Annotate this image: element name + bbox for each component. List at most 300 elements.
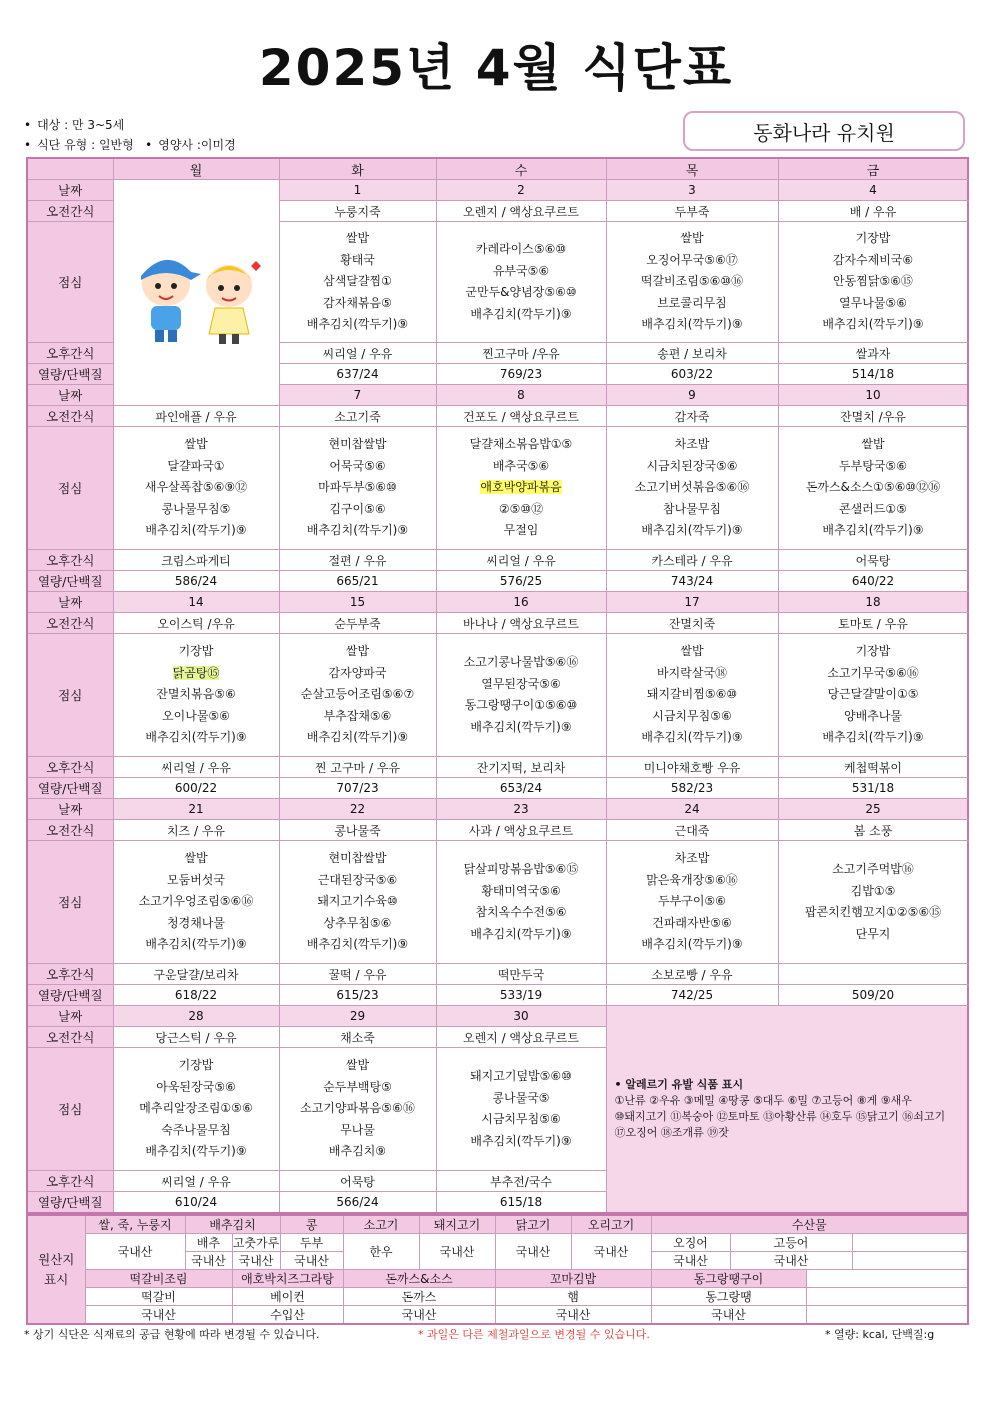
lunch-item: 쌀밥 [680,231,704,246]
lunch-item: 감자채볶음⑤ [323,295,392,310]
lunch-item: 단무지 [855,926,891,941]
lunch-item: 메추리알장조림①⑤⑥ [139,1101,253,1116]
lunch-item: 어묵국⑤⑥ [329,458,386,473]
row-label-am-snack: 오전간식 [27,201,113,222]
lunch-item: 배추국⑤⑥ [492,458,550,473]
am-snack-cell: 순두부죽 [279,613,436,634]
lunch-item: 배추김치(깍두기)⑨ [145,523,247,538]
lunch-cell [436,1048,606,1171]
origin-processed-r4: 돈까스 [343,1288,495,1306]
lunch-cell [778,841,968,964]
am-snack-cell: 당근스틱 / 우유 [113,1027,279,1048]
origin-beef-head: 소고기 [343,1215,419,1234]
lunch-item: 배추김치(깍두기)⑨ [470,926,572,941]
origin-mackerel-value: 국내산 [730,1252,852,1270]
lunch-cell [113,427,279,550]
row-label-kcal: 열량/단백질 [27,364,113,385]
origin-label: 원산지 표시 [27,1215,85,1324]
origin-processed-r5: 국내산 [495,1306,651,1325]
row-label-date: 날짜 [27,799,113,820]
am-snack-cell: 오렌지 / 액상요쿠르트 [436,1027,606,1048]
row-label-am-snack: 오전간식 [27,613,113,634]
pm-snack-cell: 어묵탕 [279,1171,436,1192]
lunch-item: 배추김치(깍두기)⑨ [470,719,572,734]
pm-snack-cell: 부추전/국수 [436,1171,606,1192]
lunch-item: 카레라이스⑤⑥⑩ [475,242,567,256]
origin-rice-head: 쌀, 죽, 누룽지 [85,1215,185,1234]
row-label-kcal: 열량/단백질 [27,985,113,1006]
lunch-cell [606,222,778,343]
pm-snack-cell: 절편 / 우유 [279,550,436,571]
origin-squid-head: 오징어 [651,1234,730,1252]
lunch-item: 애호박양파볶음 [480,480,562,495]
footer-note-units: * 열량: kcal, 단백질:g [825,1328,935,1341]
origin-rice-value: 국내산 [85,1234,185,1270]
origin-beef-value: 한우 [343,1234,419,1270]
date-cell: 2 [436,180,606,201]
date-cell: 30 [436,1006,606,1027]
origin-empty [852,1252,968,1270]
pm-snack-cell: 씨리얼 / 우유 [113,757,279,778]
origin-processed-r3: 애호박치즈그라탕 [232,1270,343,1288]
origin-tofu-value: 국내산 [280,1252,343,1270]
lunch-item: 양배추나물 [844,708,902,723]
row-label-lunch: 점심 [27,222,113,343]
row-label-kcal: 열량/단백질 [27,1192,113,1214]
lunch-item: 순두부백탕⑤ [323,1079,392,1094]
am-snack-cell: 잔멸치 /우유 [778,406,968,427]
origin-chili-head: 고춧가루 [232,1234,280,1252]
kcal-cell: 615/23 [279,985,436,1006]
lunch-item: 새우살폭찹⑤⑥⑨⑫ [144,480,248,495]
lunch-item: 감자양파국 [328,665,387,680]
school-name: 동화나라 유치원 [683,111,965,151]
lunch-cell [606,427,778,550]
lunch-item: 황태미역국⑤⑥ [481,883,561,898]
weekday-header: 목 [606,158,778,180]
origin-processed-r3: 꼬마김밥 [495,1270,651,1288]
lunch-item: 배추김치(깍두기)⑨ [306,523,409,538]
weekday-header: 수 [436,158,606,180]
lunch-item: 시금치무침⑤⑥ [652,708,732,723]
lunch-item: 두부탕국⑤⑥ [839,458,907,473]
lunch-item: 팝콘치킨햄꼬지①②⑤⑥⑮ [804,905,942,919]
pm-snack-cell: 어묵탕 [778,550,968,571]
row-label-date: 날짜 [27,1006,113,1027]
origin-squid-value: 국내산 [651,1252,730,1270]
origin-processed-r4: 베이컨 [232,1288,343,1306]
lunch-cell [436,634,606,757]
lunch-item: ②⑤⑩⑫ [498,501,544,516]
row-label-am-snack: 오전간식 [27,820,113,841]
row-label-pm-snack: 오후간식 [27,1171,113,1192]
origin-empty [852,1234,968,1252]
lunch-item: 배추김치(깍두기)⑨ [470,1133,572,1148]
lunch-cell [436,222,606,343]
origin-processed-r3: 돈까스&소스 [343,1270,495,1288]
am-snack-cell: 바나나 / 액상요쿠르트 [436,613,606,634]
lunch-item: 차조밥 [674,851,710,866]
am-snack-cell: 오이스틱 /우유 [113,613,279,634]
row-label-lunch: 점심 [27,1048,113,1171]
kcal-cell: 582/23 [606,778,778,799]
date-cell: 16 [436,592,606,613]
row-label-pm-snack: 오후간식 [27,550,113,571]
origin-cabbage-value: 국내산 [185,1252,232,1270]
mascot-image [113,180,279,406]
lunch-item: 콩나물무침⑤ [161,501,231,516]
am-snack-cell: 건포도 / 액상요쿠르트 [436,406,606,427]
kcal-cell: 742/25 [606,985,778,1006]
lunch-item: 김구이⑤⑥ [329,501,386,516]
origin-mackerel-head: 고등어 [730,1234,852,1252]
pm-snack-cell: 카스테라 / 우유 [606,550,778,571]
am-snack-cell: 감자죽 [606,406,778,427]
lunch-cell [279,634,436,757]
lunch-item: 배추김치(깍두기)⑨ [641,317,743,332]
row-label-kcal: 열량/단백질 [27,778,113,799]
allergy-heading: • 알레르기 유발 식품 표시 [614,1078,744,1091]
origin-empty [806,1306,968,1325]
lunch-item: 달걀파국① [167,458,225,473]
row-label-pm-snack: 오후간식 [27,964,113,985]
date-cell: 4 [778,180,968,201]
lunch-item: 돼지고기수육⑩ [317,894,398,909]
am-snack-cell: 콩나물죽 [279,820,436,841]
footer-note-left: * 상기 식단은 식재료의 공급 현황에 따라 변경될 수 있습니다. [24,1328,320,1341]
row-label-date: 날짜 [27,592,113,613]
origin-duck-head: 오리고기 [571,1215,651,1234]
lunch-item: 숙주나물무침 [161,1122,231,1137]
lunch-item: 열무된장국⑤⑥ [481,676,561,691]
row-label-pm-snack: 오후간식 [27,343,113,364]
row-label-lunch: 점심 [27,634,113,757]
lunch-item: 열무나물⑤⑥ [839,295,907,310]
kcal-cell: 586/24 [113,571,279,592]
pm-snack-cell [778,964,968,985]
lunch-item: 무나물 [340,1122,375,1137]
origin-processed-r4: 동그랑땡 [651,1288,806,1306]
info-type: • 식단 유형 : 일반형 • 영양사 :이미경 [24,138,236,152]
lunch-item: 기장밥 [855,231,891,246]
lunch-item: 소고기주먹밥⑯ [832,862,914,876]
lunch-item: 쌀밥 [680,644,704,659]
date-cell: 1 [279,180,436,201]
date-cell: 29 [279,1006,436,1027]
origin-cabbage-head: 배추 [185,1234,232,1252]
lunch-item: 쌀밥 [184,851,208,866]
date-cell: 3 [606,180,778,201]
date-cell: 18 [778,592,968,613]
kcal-cell: 637/24 [279,364,436,385]
lunch-item: 닭곰탕⑮ [172,665,220,680]
origin-bean-head: 콩 [280,1215,343,1234]
lunch-item: 모둠버섯국 [167,872,225,887]
am-snack-cell: 채소죽 [279,1027,436,1048]
kcal-cell: 653/24 [436,778,606,799]
date-cell: 7 [279,385,436,406]
lunch-item: 소고기콩나물밥⑤⑥⑯ [463,655,579,669]
lunch-item: 배추김치(깍두기)⑨ [306,317,409,332]
origin-tofu-head: 두부 [280,1234,343,1252]
lunch-item: 맑은육개장⑤⑥⑯ [646,872,738,887]
lunch-item: 황태국 [340,252,375,267]
lunch-item: 쌀밥 [184,437,208,452]
lunch-item: 쌀밥 [861,437,885,452]
date-cell: 28 [113,1006,279,1027]
lunch-cell [279,427,436,550]
origin-table [26,1214,969,1325]
lunch-item: 당근달걀말이①⑤ [827,687,919,702]
am-snack-cell: 치즈 / 우유 [113,820,279,841]
lunch-item: 동그랑땡구이①⑤⑥⑩ [464,698,578,712]
lunch-item: 무절임 [503,523,539,538]
am-snack-cell: 봄 소풍 [778,820,968,841]
date-cell: 10 [778,385,968,406]
kcal-cell: 576/25 [436,571,606,592]
kcal-cell: 618/22 [113,985,279,1006]
pm-snack-cell: 미니야채호빵 우유 [606,757,778,778]
lunch-item: 삼색달걀찜① [323,274,392,289]
kcal-cell: 531/18 [778,778,968,799]
date-cell: 23 [436,799,606,820]
date-cell: 21 [113,799,279,820]
weekday-header: 월 [113,158,279,180]
lunch-item: 배추김치(깍두기)⑨ [145,730,247,745]
lunch-cell [279,1048,436,1171]
lunch-item: 떡갈비조림⑤⑥⑩⑯ [640,274,744,289]
weekday-header: 금 [778,158,968,180]
pm-snack-cell: 크림스파게티 [113,550,279,571]
pm-snack-cell: 떡만두국 [436,964,606,985]
lunch-item: 소고기양파볶음⑤⑥⑯ [300,1101,415,1116]
am-snack-cell: 사과 / 액상요쿠르트 [436,820,606,841]
lunch-item: 유부국⑤⑥ [492,263,550,278]
origin-duck-value: 국내산 [571,1234,651,1270]
corner-cell [27,158,113,180]
origin-processed-r5: 국내산 [343,1306,495,1325]
menu-table [26,157,969,1214]
lunch-item: 배추김치(깍두기)⑨ [822,523,924,538]
origin-chili-value: 국내산 [232,1252,280,1270]
am-snack-cell: 토마토 / 우유 [778,613,968,634]
lunch-item: 두부구이⑤⑥ [658,894,726,909]
pm-snack-cell: 씨리얼 / 우유 [113,1171,279,1192]
date-cell: 25 [778,799,968,820]
lunch-item: 시금치된장국⑤⑥ [646,458,738,473]
pm-snack-cell: 잔기지떡, 보리차 [436,757,606,778]
lunch-cell [778,427,968,550]
lunch-item: 돼지갈비찜⑤⑥⑩ [646,687,738,702]
lunch-item: 마파두부⑤⑥⑩ [318,480,397,495]
lunch-item: 배추김치(깍두기)⑨ [145,937,247,952]
lunch-item: 기장밥 [178,644,214,659]
am-snack-cell: 잔멸치죽 [606,613,778,634]
am-snack-cell: 누룽지죽 [279,201,436,222]
lunch-item: 배추김치(깍두기)⑨ [641,937,743,952]
origin-kimchi-head: 배추김치 [185,1215,280,1234]
am-snack-cell: 배 / 우유 [778,201,968,222]
origin-pork-head: 돼지고기 [419,1215,495,1234]
lunch-item: 안동찜닭⑤⑥⑮ [833,274,913,289]
kcal-cell: 566/24 [279,1192,436,1214]
origin-chicken-head: 닭고기 [495,1215,571,1234]
page-title: 2025년 4월 식단표 [258,39,734,97]
pm-snack-cell: 찐고구마 /우유 [436,343,606,364]
lunch-cell [113,841,279,964]
pm-snack-cell: 꿀떡 / 우유 [279,964,436,985]
lunch-item: 근대된장국⑤⑥ [317,872,398,887]
row-label-am-snack: 오전간식 [27,1027,113,1048]
row-label-date: 날짜 [27,385,113,406]
am-snack-cell: 파인애플 / 우유 [113,406,279,427]
row-label-lunch: 점심 [27,427,113,550]
origin-processed-r4: 떡갈비 [85,1288,232,1306]
lunch-item: 바지락살국⑱ [657,665,727,680]
kcal-cell: 769/23 [436,364,606,385]
kcal-cell: 640/22 [778,571,968,592]
lunch-item: 쌀밥 [345,231,370,246]
pm-snack-cell: 소보로빵 / 우유 [606,964,778,985]
lunch-item: 소고기우엉조림⑤⑥⑯ [138,894,254,909]
row-label-kcal: 열량/단백질 [27,571,113,592]
lunch-item: 현미찹쌀밥 [328,851,387,866]
kcal-cell: 707/23 [279,778,436,799]
lunch-cell [113,634,279,757]
lunch-item: 부추잡채⑤⑥ [323,708,392,723]
lunch-cell [606,841,778,964]
footer-note-fruit: * 과일은 다른 제철과일으로 변경될 수 있습니다. [418,1328,650,1341]
lunch-item: 기장밥 [855,644,891,659]
date-cell: 14 [113,592,279,613]
lunch-item: 돼지고기덮밥⑤⑥⑩ [470,1069,572,1083]
row-label-am-snack: 오전간식 [27,406,113,427]
lunch-item: 콘샐러드①⑤ [839,501,907,516]
row-label-date: 날짜 [27,180,113,201]
lunch-item: 배추김치(깍두기)⑨ [822,317,924,332]
pm-snack-cell: 씨리얼 / 우유 [279,343,436,364]
info-target: • 대상 : 만 3~5세 [24,118,125,132]
lunch-cell [279,841,436,964]
allergy-line: ①난류 ②우유 ③메밀 ④땅콩 ⑤대두 ⑥밀 ⑦고등어 ⑧게 ⑨새우 [614,1094,912,1107]
lunch-cell [778,634,968,757]
lunch-item: 배추김치(깍두기)⑨ [641,730,743,745]
lunch-item: 김밥①⑤ [850,883,896,898]
lunch-item: 소고기버섯볶음⑤⑥⑯ [634,480,750,495]
date-cell: 15 [279,592,436,613]
origin-processed-r3: 떡갈비조림 [85,1270,232,1288]
kcal-cell: 509/20 [778,985,968,1006]
date-cell: 8 [436,385,606,406]
lunch-item: 소고기무국⑤⑥⑯ [827,665,919,680]
date-cell: 9 [606,385,778,406]
row-label-lunch: 점심 [27,841,113,964]
date-cell: 24 [606,799,778,820]
am-snack-cell: 두부죽 [606,201,778,222]
kcal-cell: 665/21 [279,571,436,592]
lunch-item: 닭살피망볶음밥⑤⑥⑮ [463,862,579,876]
lunch-item: 시금치무침⑤⑥ [481,1112,561,1126]
row-label-pm-snack: 오후간식 [27,757,113,778]
lunch-item: 오이나물⑤⑥ [162,708,230,723]
origin-seafood-head: 수산물 [651,1215,968,1234]
lunch-cell [113,1048,279,1171]
lunch-item: 순살고등어조림⑤⑥⑦ [300,687,415,702]
lunch-cell [436,841,606,964]
kcal-cell: 603/22 [606,364,778,385]
lunch-cell [778,222,968,343]
lunch-cell [606,634,778,757]
lunch-item: 참치옥수수전⑤⑥ [475,905,567,919]
lunch-item: 참나물무침 [663,501,721,516]
origin-processed-r5: 수입산 [232,1306,343,1325]
weekday-header: 화 [279,158,436,180]
origin-processed-r3: 동그랑땡구이 [651,1270,806,1288]
kcal-cell: 743/24 [606,571,778,592]
lunch-item: 돈까스&소스①⑤⑥⑩⑫⑯ [805,480,941,495]
date-cell: 22 [279,799,436,820]
am-snack-cell: 근대죽 [606,820,778,841]
lunch-item: 잔멸치볶음⑤⑥ [156,687,236,702]
lunch-item: 배추김치(깍두기)⑨ [145,1144,247,1159]
lunch-item: 배추김치(깍두기)⑨ [306,937,409,952]
am-snack-cell: 오렌지 / 액상요쿠르트 [436,201,606,222]
origin-processed-r5: 국내산 [85,1306,232,1325]
lunch-item: 배추김치(깍두기)⑨ [822,730,924,745]
lunch-item: 브로콜리무침 [657,295,727,310]
lunch-cell [279,222,436,343]
pm-snack-cell: 씨리얼 / 우유 [436,550,606,571]
allergy-line: ⑩돼지고기 ⑪복숭아 ⑫토마토 ⑬아황산류 ⑭호두 ⑮닭고기 ⑯쇠고기 [614,1110,946,1123]
kcal-cell: 514/18 [778,364,968,385]
kcal-cell: 610/24 [113,1192,279,1214]
lunch-item: 군만두&양념장⑤⑥⑩ [465,285,577,299]
lunch-item: 현미찹쌀밥 [328,437,387,452]
allergy-line: ⑰오징어 ⑱조개류 ⑲잣 [614,1126,729,1139]
kcal-cell: 533/19 [436,985,606,1006]
am-snack-cell: 소고기죽 [279,406,436,427]
lunch-item: 배추김치⑨ [328,1144,387,1159]
lunch-item: 쌀밥 [345,1058,370,1073]
lunch-item: 청경채나물 [167,915,225,930]
lunch-item: 건파래자반⑤⑥ [652,915,732,930]
origin-processed-r5: 국내산 [651,1306,806,1325]
pm-snack-cell: 찐 고구마 / 우유 [279,757,436,778]
kcal-cell: 600/22 [113,778,279,799]
lunch-item: 배추김치(깍두기)⑨ [470,306,572,321]
lunch-item: 배추김치(깍두기)⑨ [306,730,409,745]
pm-snack-cell: 구운달걀/보리차 [113,964,279,985]
lunch-item: 아욱된장국⑤⑥ [156,1079,236,1094]
mascot-kids-illustration [121,236,271,346]
origin-empty [806,1270,968,1288]
lunch-item: 달걀채소볶음밥①⑤ [469,437,573,452]
date-cell: 17 [606,592,778,613]
origin-chicken-value: 국내산 [495,1234,571,1270]
pm-snack-cell: 쌀과자 [778,343,968,364]
lunch-item: 감자수제비국⑥ [832,252,914,267]
lunch-item: 배추김치(깍두기)⑨ [641,523,743,538]
lunch-item: 상추무침⑤⑥ [323,915,392,930]
lunch-item: 오징어무국⑤⑥⑰ [646,252,738,267]
pm-snack-cell: 송편 / 보리차 [606,343,778,364]
origin-pork-value: 국내산 [419,1234,495,1270]
lunch-item: 차조밥 [674,437,710,452]
lunch-cell [436,427,606,550]
lunch-item: 기장밥 [178,1058,214,1073]
origin-empty [806,1288,968,1306]
pm-snack-cell: 케첩떡볶이 [778,757,968,778]
